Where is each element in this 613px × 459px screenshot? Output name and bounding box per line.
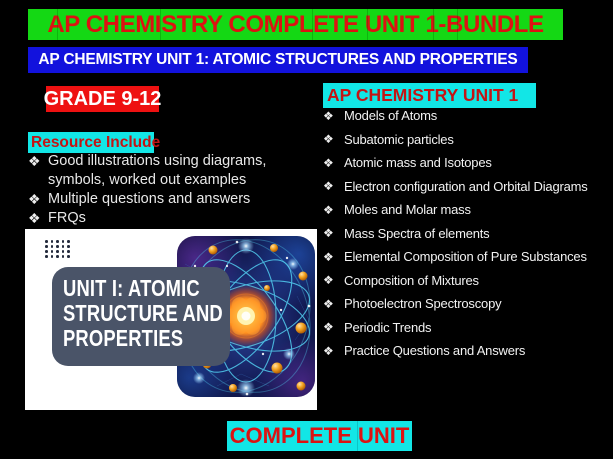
- list-item: [28, 209, 290, 228]
- table-seam: [160, 9, 161, 40]
- table-seam: [57, 9, 58, 40]
- bullet-diamond-icon: ❖: [28, 153, 41, 169]
- resource-heading-text: Resource Include: [31, 133, 161, 151]
- grade-badge: [43, 86, 162, 112]
- bullet-diamond-icon: ❖: [323, 343, 334, 358]
- table-seam: [457, 9, 458, 40]
- list-item: [323, 104, 611, 128]
- list-item-text: Photoelectron Spectroscopy: [344, 296, 502, 312]
- decorative-dot-grid: [45, 240, 70, 258]
- list-item: [323, 292, 611, 316]
- bullet-diamond-icon: ❖: [323, 273, 334, 288]
- list-item-text: Composition of Mixtures: [344, 272, 479, 288]
- bullet-diamond-icon: ❖: [323, 320, 334, 335]
- cover-title-line2: STRUCTURE AND: [63, 300, 223, 326]
- list-item-text: Subatomic particles: [344, 131, 454, 147]
- list-item-text: Practice Questions and Answers: [344, 343, 526, 359]
- main-title-banner: [28, 9, 563, 40]
- resource-list: [28, 152, 290, 228]
- unit-heading-text: AP CHEMISTRY UNIT 1: [327, 85, 519, 105]
- list-item: [323, 269, 611, 293]
- subtitle-banner: [28, 47, 528, 73]
- list-item-text: Multiple questions and answers: [48, 191, 251, 207]
- subtitle-text: AP CHEMISTRY UNIT 1: ATOMIC STRUCTURES AND PROPERTIES: [38, 51, 518, 68]
- bullet-diamond-icon: ❖: [323, 202, 334, 217]
- list-item-text: Moles and Molar mass: [344, 202, 471, 218]
- list-item: [323, 175, 611, 199]
- list-item: [28, 152, 290, 190]
- list-item: [323, 128, 611, 152]
- cover-card: [25, 229, 317, 410]
- list-item-text: Good illustrations using diagrams, symbols, worked out examples: [48, 153, 267, 188]
- list-item-text: Mass Spectra of elements: [344, 225, 490, 241]
- list-item: [323, 198, 611, 222]
- list-item: [323, 222, 611, 246]
- main-title-text: AP CHEMISTRY COMPLETE UNIT 1-BUNDLE: [47, 10, 544, 38]
- list-item: [323, 339, 611, 363]
- list-item-text: Atomic mass and Isotopes: [344, 155, 492, 171]
- bullet-diamond-icon: ❖: [323, 132, 334, 147]
- list-item: [323, 151, 611, 175]
- list-item-text: FRQs: [48, 210, 86, 226]
- bullet-diamond-icon: ❖: [28, 191, 41, 207]
- bullet-diamond-icon: ❖: [323, 296, 334, 311]
- bullet-diamond-icon: ❖: [323, 155, 334, 170]
- cover-title-plate: [52, 267, 230, 366]
- list-item: [28, 190, 290, 209]
- bullet-diamond-icon: ❖: [323, 249, 334, 264]
- list-item-text: Models of Atoms: [344, 108, 438, 124]
- bullet-diamond-icon: ❖: [323, 108, 334, 123]
- list-item-text: Elemental Composition of Pure Substances: [344, 249, 587, 265]
- list-item: [323, 316, 611, 340]
- cover-title-line3: PROPERTIES: [63, 325, 184, 351]
- bottom-banner: [227, 421, 412, 451]
- table-seam: [367, 9, 368, 40]
- grade-badge-text: GRADE 9-12: [43, 87, 162, 110]
- table-seam: [312, 9, 313, 40]
- resource-heading: [28, 132, 161, 153]
- list-item-text: Electron configuration and Orbital Diagrams: [344, 178, 588, 194]
- table-seam: [357, 421, 358, 451]
- list-item-text: Periodic Trends: [344, 319, 432, 335]
- list-item: [323, 245, 611, 269]
- bullet-diamond-icon: ❖: [28, 210, 41, 226]
- table-seam: [433, 9, 434, 40]
- bullet-diamond-icon: ❖: [323, 179, 334, 194]
- cover-title-line1: UNIT I: ATOMIC: [63, 275, 200, 301]
- bottom-banner-text: COMPLETE UNIT: [229, 423, 410, 448]
- bullet-diamond-icon: ❖: [323, 226, 334, 241]
- unit-topics-list: [323, 104, 611, 363]
